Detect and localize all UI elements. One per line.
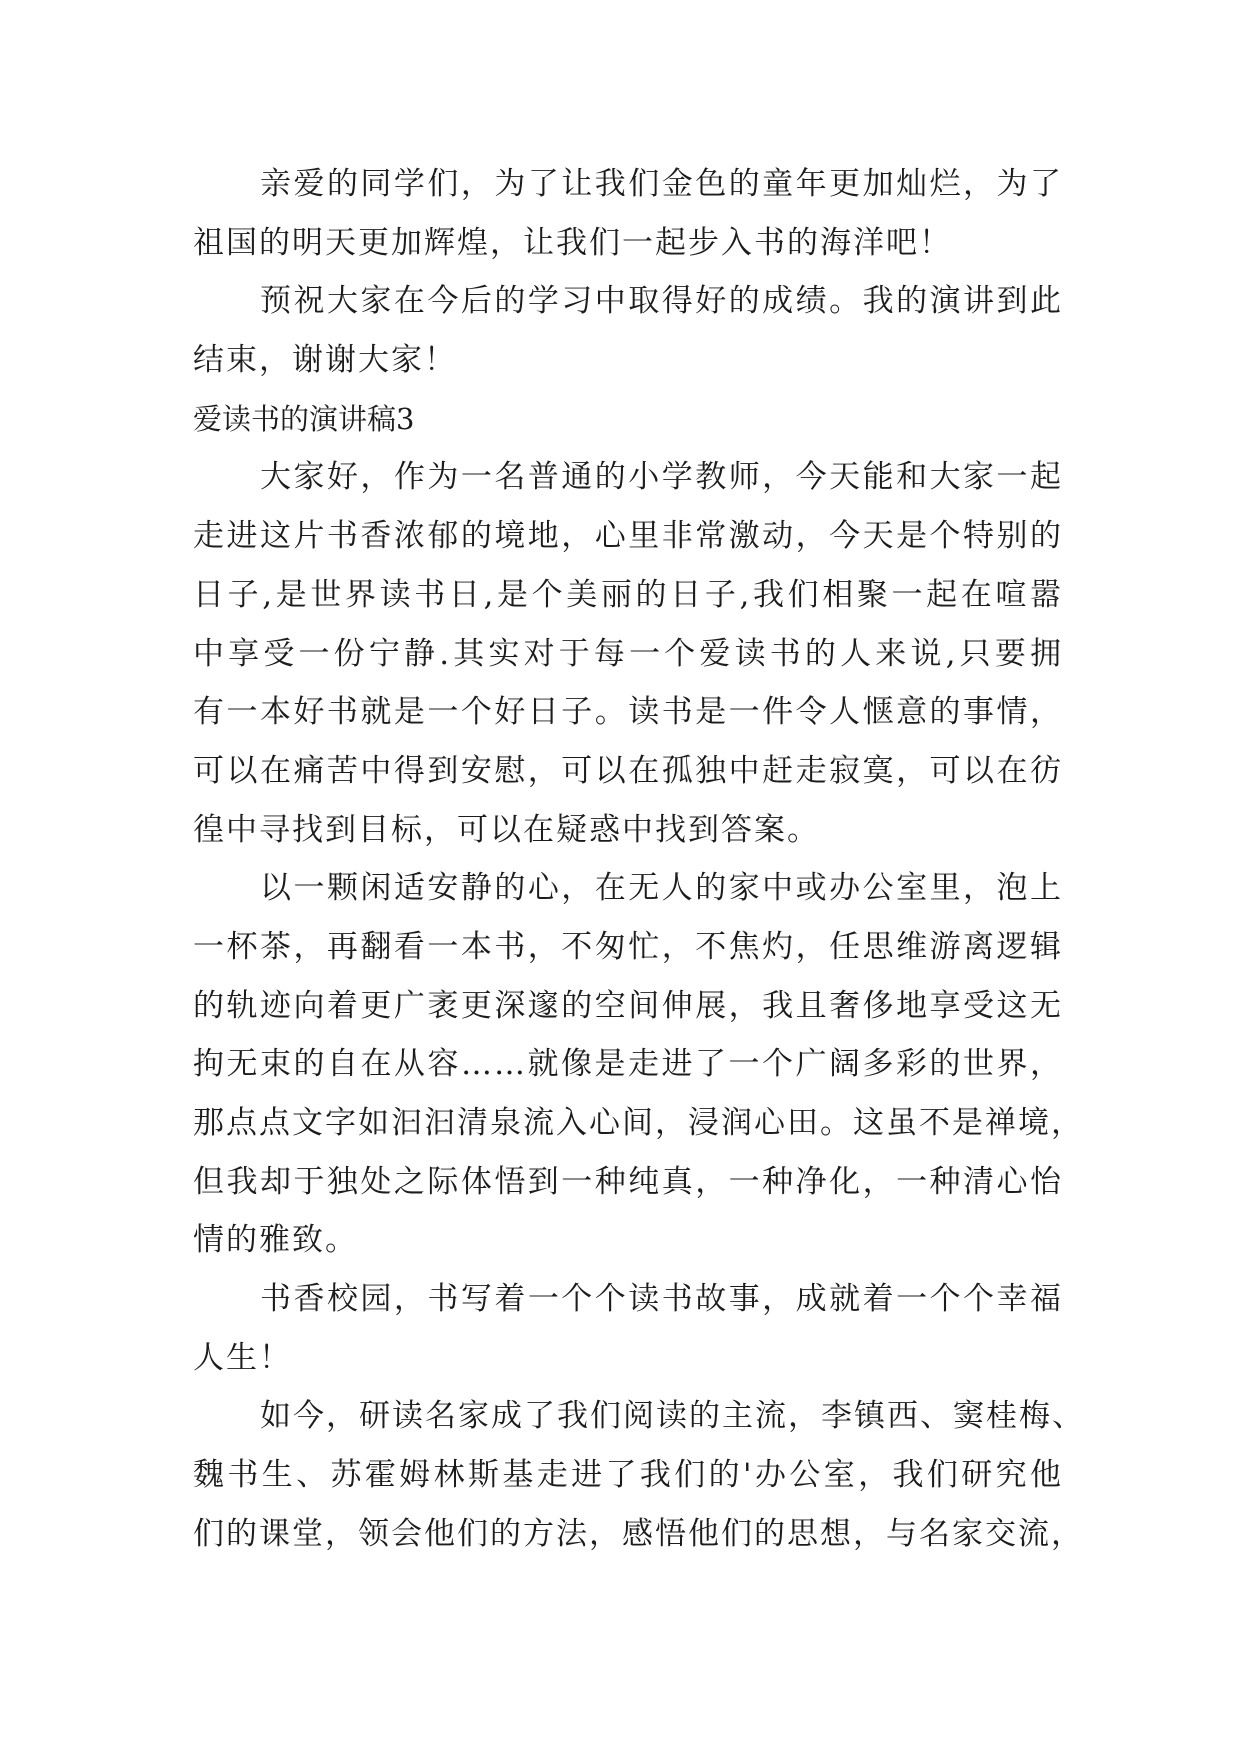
- paragraph-line: 情的雅致。: [193, 1222, 358, 1259]
- paragraph-line: 们的课堂，领会他们的方法，感悟他们的思想，与名家交流，: [193, 1515, 1084, 1552]
- paragraph-line: 魏书生、苏霍姆林斯基走进了我们的'办公室，我们研究他: [193, 1457, 1063, 1494]
- paragraph-line: 日子,是世界读书日,是个美丽的日子,我们相聚一起在喧嚣: [193, 576, 1063, 613]
- section-heading: 爱读书的演讲稿3: [193, 401, 415, 436]
- paragraph-line: 徨中寻找到目标，可以在疑惑中找到答案。: [193, 811, 820, 848]
- paragraph-line: 亲爱的同学们，为了让我们金色的童年更加灿烂，为了: [260, 166, 1063, 202]
- paragraph-line: 祖国的明天更加辉煌，让我们一起步入书的海洋吧！: [193, 224, 952, 261]
- paragraph-line: 大家好，作为一名普通的小学教师，今天能和大家一起: [260, 459, 1063, 496]
- paragraph-line: 拘无束的自在从容……就像是走进了一个广阔多彩的世界，: [193, 1046, 1063, 1083]
- paragraph-line: 那点点文字如汩汩清泉流入心间，浸润心田。这虽不是禅境，: [193, 1105, 1084, 1141]
- paragraph: [193, 1270, 1063, 1387]
- paragraph-line: 预祝大家在今后的学习中取得好的成绩。我的演讲到此: [260, 283, 1063, 320]
- paragraph-line: 如今，研读名家成了我们阅读的主流，李镇西、窦桂梅、: [260, 1398, 1085, 1435]
- paragraph-line: 结束，谢谢大家！: [193, 342, 457, 379]
- paragraph: [193, 155, 1063, 272]
- paragraph: [193, 448, 1063, 859]
- paragraph-line: 的轨迹向着更广袤更深邃的空间伸展，我且奢侈地享受这无: [193, 987, 1063, 1024]
- paragraph-line: 人生！: [193, 1339, 292, 1376]
- paragraph-line: 有一本好书就是一个好日子。读书是一件令人惬意的事情，: [193, 694, 1063, 731]
- paragraph-line: 走进这片书香浓郁的境地，心里非常激动，今天是个特别的: [193, 518, 1063, 555]
- paragraph: [193, 272, 1063, 389]
- paragraph-line: 中享受一份宁静.其实对于每一个爱读书的人来说,只要拥: [193, 635, 1063, 672]
- paragraph-line: 但我却于独处之际体悟到一种纯真，一种净化，一种清心怡: [193, 1163, 1063, 1200]
- paragraph-line: 书香校园，书写着一个个读书故事，成就着一个个幸福: [260, 1281, 1063, 1318]
- paragraph: [193, 1387, 1085, 1563]
- document-body: [193, 155, 1085, 1564]
- paragraph-line: 可以在痛苦中得到安慰，可以在孤独中赶走寂寞，可以在彷: [193, 752, 1063, 789]
- paragraph: [193, 859, 1084, 1270]
- paragraph-line: 一杯茶，再翻看一本书，不匆忙，不焦灼，任思维游离逻辑: [193, 928, 1063, 965]
- paragraph-line: 以一颗闲适安静的心，在无人的家中或办公室里，泡上: [260, 870, 1063, 907]
